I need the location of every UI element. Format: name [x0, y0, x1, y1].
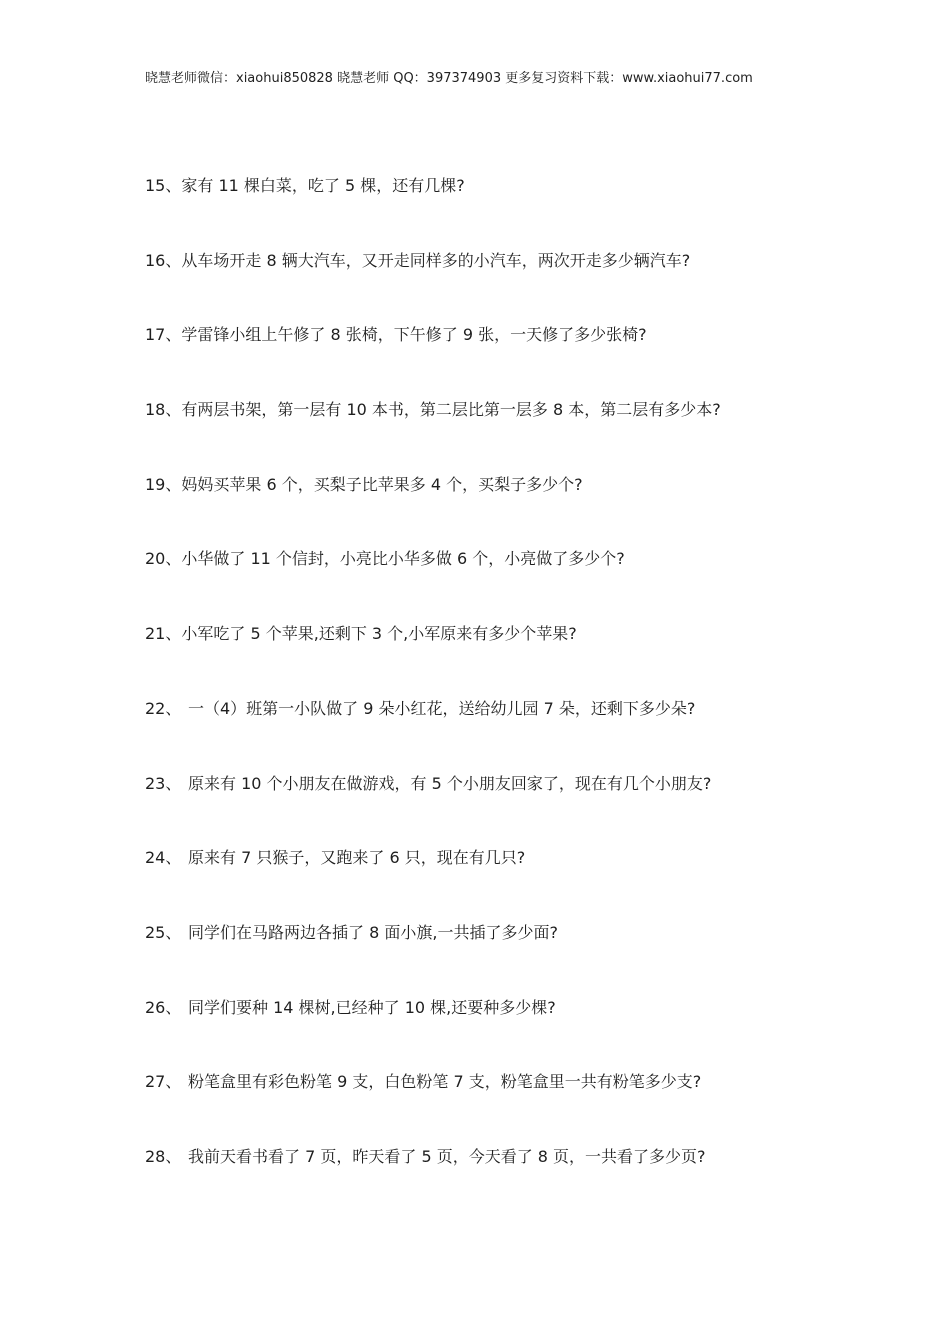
- question-text: 同学们在马路两边各插了 8 面小旗,一共插了多少面?: [188, 922, 558, 942]
- question-text: 一（4）班第一小队做了 9 朵小红花，送给幼儿园 7 朵，还剩下多少朵?: [188, 698, 696, 718]
- page-header: 晓慧老师微信：xiaohui850828 晓慧老师 QQ：397374903 更多复习资料下载：www.xiaohui77.com: [145, 71, 753, 86]
- question-text: 小华做了 11 个信封，小亮比小华多做 6 个，小亮做了多少个?: [181, 549, 625, 569]
- question-number: 25、: [145, 922, 182, 942]
- question-list: [145, 172, 825, 1218]
- question-text: 妈妈买苹果 6 个，买梨子比苹果多 4 个，买梨子多少个?: [181, 474, 583, 494]
- question-item: [145, 471, 825, 546]
- question-item: [145, 396, 825, 471]
- question-number: 16、: [145, 250, 182, 270]
- question-number: 27、: [145, 1072, 182, 1092]
- question-text: 原来有 7 只猴子，又跑来了 6 只，现在有几只?: [188, 848, 526, 868]
- question-item: [145, 994, 825, 1069]
- question-item: [145, 844, 825, 919]
- question-item: [145, 545, 825, 620]
- question-item: [145, 1068, 825, 1143]
- question-number: 18、: [145, 400, 182, 420]
- question-number: 21、: [145, 624, 182, 644]
- question-number: 23、: [145, 773, 182, 793]
- question-text: 有两层书架，第一层有 10 本书，第二层比第一层多 8 本，第二层有多少本?: [181, 400, 721, 420]
- question-number: 24、: [145, 848, 182, 868]
- question-number: 28、: [145, 1146, 182, 1166]
- question-item: [145, 620, 825, 695]
- question-text: 粉笔盒里有彩色粉笔 9 支，白色粉笔 7 支，粉笔盒里一共有粉笔多少支?: [188, 1072, 702, 1092]
- question-text: 小军吃了 5 个苹果,还剩下 3 个,小军原来有多少个苹果?: [181, 624, 577, 644]
- question-number: 22、: [145, 698, 182, 718]
- question-item: [145, 247, 825, 322]
- question-item: [145, 695, 825, 770]
- question-item: [145, 321, 825, 396]
- question-text: 同学们要种 14 棵树,已经种了 10 棵,还要种多少棵?: [188, 997, 556, 1017]
- question-text: 学雷锋小组上午修了 8 张椅，下午修了 9 张，一天修了多少张椅?: [181, 325, 647, 345]
- question-text: 我前天看书看了 7 页，昨天看了 5 页，今天看了 8 页，一共看了多少页?: [188, 1146, 706, 1166]
- question-item: [145, 770, 825, 845]
- question-number: 15、: [145, 176, 182, 195]
- question-item: [145, 1143, 825, 1218]
- question-number: 19、: [145, 474, 182, 494]
- question-item: [145, 172, 825, 247]
- question-text: 原来有 10 个小朋友在做游戏，有 5 个小朋友回家了，现在有几个小朋友?: [188, 773, 712, 793]
- question-item: [145, 919, 825, 994]
- question-number: 17、: [145, 325, 182, 345]
- question-number: 20、: [145, 549, 182, 569]
- question-text: 从车场开走 8 辆大汽车，又开走同样多的小汽车，两次开走多少辆汽车?: [181, 250, 691, 270]
- question-text: 家有 11 棵白菜，吃了 5 棵，还有几棵?: [181, 176, 465, 195]
- question-number: 26、: [145, 997, 182, 1017]
